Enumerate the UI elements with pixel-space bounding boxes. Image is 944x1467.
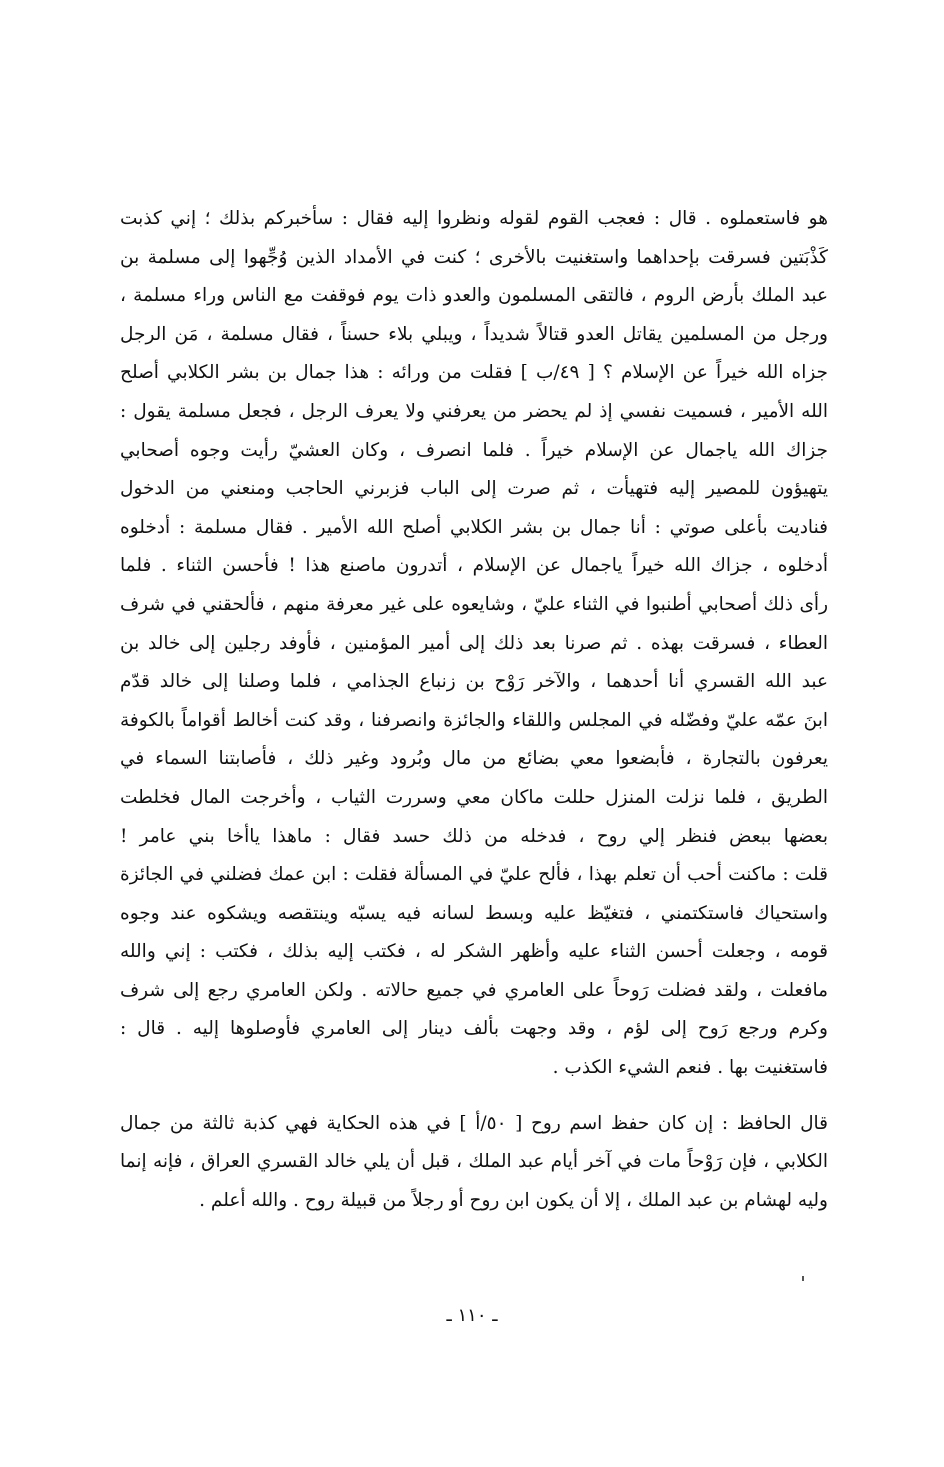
paragraph-hafiz-note (120, 1105, 828, 1221)
text-line: عبد الله القسري أنا أحدهما ، والآخر رَوْح بن زنباع الجذامي ، فلما وصلنا إلى خالد قدّم (120, 671, 828, 693)
paragraph-spacer (120, 1088, 828, 1105)
text-line: هو فاستعملوه . قال : فعجب القوم لقوله ونظروا إليه فقال : سأخبركم بذلك ؛ إني كذبت (120, 208, 828, 229)
text-line: قومه ، وجعلت أحسن الثناء عليه وأظهر الشكر له ، فكتب إليه بذلك ، فكتب : إني والله (120, 941, 828, 963)
paragraph-narration (120, 200, 828, 1088)
text-line: الله الأمير ، فسميت نفسي إذ لم يحضر من يعرفني ولا يعرف الرجل ، فجعل مسلمة يقول : (120, 400, 828, 422)
text-line: الكلابي ، فإن رَوْحاً مات في آخر أيام عبد الملك ، قبل أن يلي خالد القسري العراق ، فإنه إنما (120, 1151, 828, 1173)
text-line: رأى ذلك أصحابي أطنبوا في الثناء عليّ ، وشايعوه على غير معرفة منهم ، فألحقني في شرف (120, 593, 828, 615)
body-text (120, 200, 828, 1220)
text-line: جزاه الله خيراً عن الإسلام ؟ [ ٤٩/ب ] فقلت من ورائه : هذا جمال بن بشر الكلابي أصلح (120, 362, 828, 384)
text-line: يعرفون بالتجارة ، فأبضعوا معي بضائع من مال وبُرود وغير ذلك ، فأصابتنا السماء في (120, 748, 828, 770)
text-line: يتهيؤون للمصير إليه فتهيأت ، ثم صرت إلى الباب فزبرني الحاجب ومنعني من الدخول (120, 478, 828, 500)
text-line: فناديت بأعلى صوتي : أنا جمال بن بشر الكلابي أصلح الله الأمير . فقال مسلمة : أدخلوه (120, 516, 828, 538)
text-line: ورجل من المسلمين يقاتل العدو قتالاً شديداً ، ويبلي بلاء حسناً ، فقال مسلمة ، مَن الرجل (120, 323, 828, 345)
text-line: الطريق ، فلما نزلت المنزل حللت ماكان معي وسررت الثياب ، وأخرجت المال فخلطت (120, 786, 828, 808)
text-line: قلت : ماكنت أحب أن تعلم بهذا ، فألح عليّ في المسألة فقلت : ابن عمك فضلني في الجائزة (120, 864, 828, 886)
text-line: فاستغنيت بها . فنعم الشيء الكذب . (552, 1057, 828, 1079)
margin-mark (802, 1276, 804, 1281)
text-line: مافعلت ، ولقد فضلت رَوحاً على العامري في جميع حالاته . ولكن العامري رجع إلى شرف (120, 979, 828, 1001)
text-line: كَذْبَتين فسرقت بإحداهما واستغنيت بالأخرى ؛ كنت في الأمداد الذين وُجِّهوا إلى مسلمة بن (120, 246, 828, 268)
text-line: عبد الملك بأرض الروم ، فالتقى المسلمون والعدو ذات يوم فوقفت مع الناس وراء مسلمة ، (120, 285, 828, 307)
text-line: وليه لهشام بن عبد الملك ، إلا أن يكون ابن روح أو رجلاً من قبيلة روح . والله أعلم . (199, 1189, 828, 1211)
text-line: وكرم ورجع رَوح إلى لؤم ، وقد وجهت بألف دينار إلى العامري فأوصلوها إليه . قال : (120, 1018, 828, 1040)
text-line: العطاء ، فسرقت بهذه . ثم صرنا بعد ذلك إلى أمير المؤمنين ، فأوفد رجلين إلى خالد بن (120, 632, 828, 654)
text-line: واستحياك فاستكتمني ، فتغيّظ عليه وبسط لسانه فيه يسبّه وينتقصه ويشكوه عند وجوه (120, 902, 828, 924)
text-line: جزاك الله ياجمال عن الإسلام خيراً . فلما انصرف ، وكان العشيّ رأيت وجوه أصحابي (120, 439, 828, 461)
text-line: ابنَ عمّه عليّ وفضّله في المجلس واللقاء والجائزة وانصرفنا ، وقد كنت أخالط أقواماً بالكوفة (120, 709, 828, 731)
text-line: قال الحافظ : إن كان حفظ اسم روح [ ٥٠/أ ] في هذه الحكاية فهي كذبة ثالثة من جمال (120, 1112, 828, 1134)
page-number: ـ ١١٠ ـ (446, 1305, 498, 1326)
text-line: أدخلوه ، جزاك الله خيراً ياجمال عن الإسلام ، أتدرون ماصنع هذا ! فأحسن الثناء . فلما (120, 555, 828, 577)
text-line: بعضها ببعض فنظر إلي روح ، فدخله من ذلك حسد فقال : ماهذا ياأخا بني عامر ! (120, 825, 828, 847)
